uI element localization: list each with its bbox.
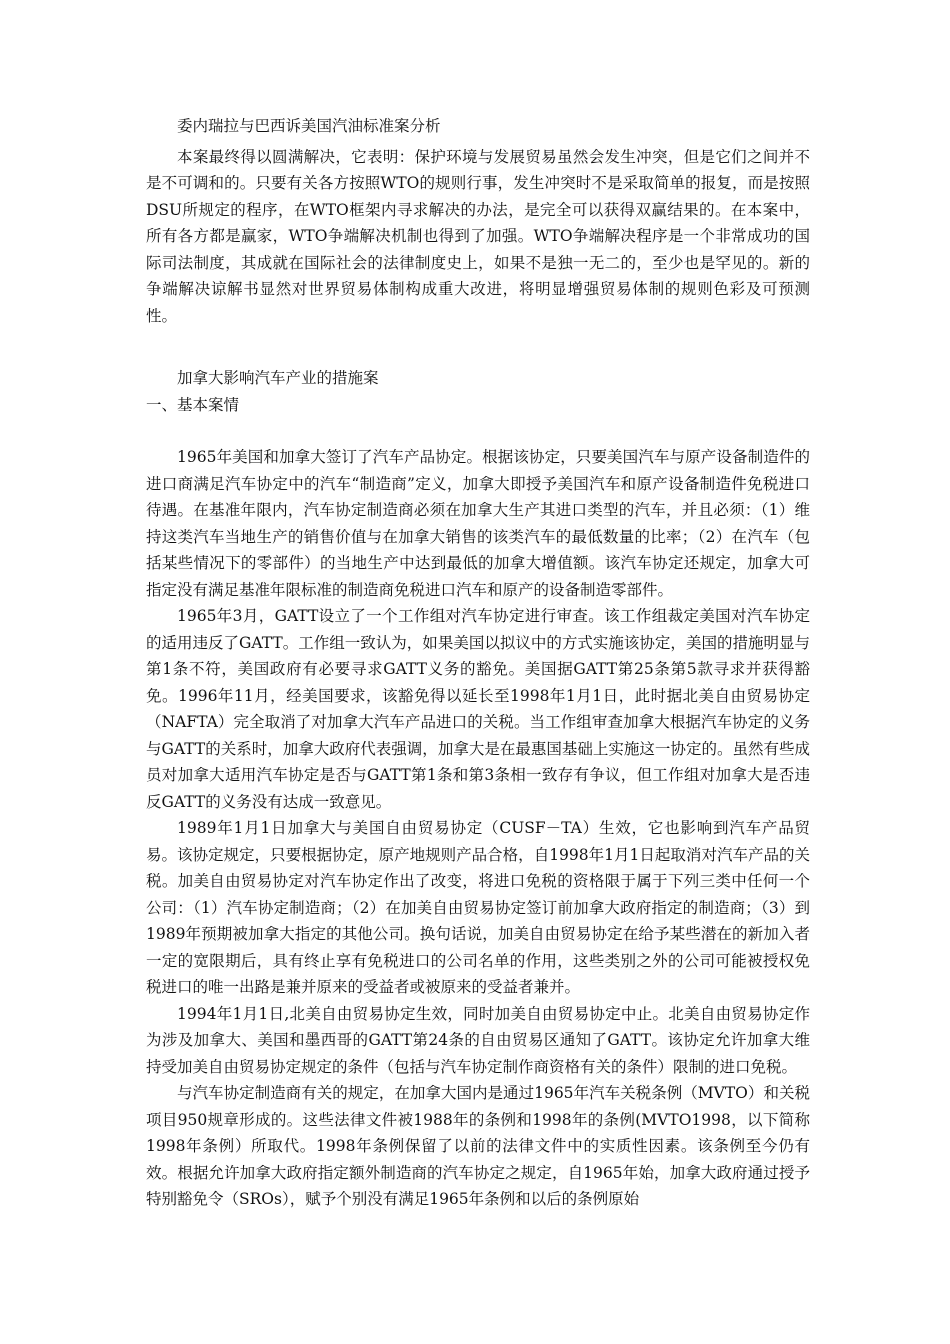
body-paragraph: 与汽车协定制造商有关的规定，在加拿大国内是通过1965年汽车关税条例（MVTO）和关税项目950规章形成的。这些法律文件被1988年的条例和1998年的条例(MVTO1998，以下简称1998年条例）所取代。1998年条例保留了以前的法律文件中的实质性因素。该条例至今仍有效。根据允许加拿大政府指定额外制造商的汽车协定之规定，自1965年始，加拿大政府通过授予特别豁免令（SROs），赋予个别没有满足1965年条例和以后的条例原始	[146, 1084, 810, 1208]
body-paragraph: 1965年3月，GATT设立了一个工作组对汽车协定进行审查。该工作组裁定美国对汽车协定的适用违反了GATT。工作组一致认为，如果美国以拟议中的方式实施该协定，美国的措施明显与第1条不符，美国政府有必要寻求GATT义务的豁免。美国据GATT第25条第5款寻求并获得豁免。1996年11月，经美国要求，该豁免得以延长至1998年1月1日，此时据北美自由贸易协定（NAFTA）完全取消了对加拿大汽车产品进口的关税。当工作组审查加拿大根据汽车协定的义务与GATT的关系时，加拿大政府代表强调，加拿大是在最惠国基础上实施这一协定的。虽然有些成员对加拿大适用汽车协定是否与GATT第1条和第3条相一致存有争议，但工作组对加拿大是否违反GATT的义务没有达成一致意见。	[146, 607, 810, 811]
body-paragraph: 1989年1月1日加拿大与美国自由贸易协定（CUSF－TA）生效，它也影响到汽车产品贸易。该协定规定，只要根据协定，原产地规则产品合格，自1998年1月1日起取消对汽车产品的关税。加美自由贸易协定对汽车协定作出了改变，将进口免税的资格限于属于下列三类中任何一个公司：（1）汽车协定制造商；（2）在加美自由贸易协定签订前加拿大政府指定的制造商；（3）到1989年预期被加拿大指定的其他公司。换句话说，加美自由贸易协定在给予某些潜在的新加入者一定的宽限期后，具有终止享有免税进口的公司名单的作用，这些类别之外的公司可能被授权免税进口的唯一出路是兼并原来的受益者或被原来的受益者兼并。	[146, 819, 810, 996]
body-paragraph: 1965年美国和加拿大签订了汽车产品协定。根据该协定，只要美国汽车与原产设备制造件的进口商满足汽车协定中的汽车“制造商”定义，加拿大即授予美国汽车和原产设备制造件免税进口待遇。在基准年限内，汽车协定制造商必须在加拿大生产其进口类型的汽车，并且必须：（1）维持这类汽车当地生产的销售价值与在加拿大销售的该类汽车的最低数量的比率；（2）在汽车（包括某些情况下的零部件）的当地生产中达到最低的加拿大增值额。该汽车协定还规定，加拿大可指定没有满足基准年限标准的制造商免税进口汽车和原产的设备制造零部件。	[146, 448, 810, 599]
body-paragraph: 1994年1月1日,北美自由贸易协定生效，同时加美自由贸易协定中止。北美自由贸易协定作为涉及加拿大、美国和墨西哥的GATT第24条的自由贸易区通知了GATT。该协定允许加拿大维持受加美自由贸易协定规定的条件（包括与汽车协定制作商资格有关的条件）限制的进口免税。	[146, 1004, 810, 1076]
section1-paragraph: 本案最终得以圆满解决，它表明：保护环境与发展贸易虽然会发生冲突，但是它们之间并不是不可调和的。只要有关各方按照WTO的规则行事，发生冲突时不是采取简单的报复，而是按照DSU所规定的程序，在WTO框架内寻求解决的办法，是完全可以获得双赢结果的。在本案中，所有各方都是赢家，WTO争端解决机制也得到了加强。WTO争端解决程序是一个非常成功的国际司法制度，其成就在国际社会的法律制度史上，如果不是独一无二的，至少也是罕见的。新的争端解决谅解书显然对世界贸易体制构成重大改进，将明显增强贸易体制的规则色彩及可预测性。	[146, 147, 810, 325]
section2-subtitle: 一、基本案情	[146, 395, 240, 414]
section1-title: 委内瑞拉与巴西诉美国汽油标准案分析	[177, 117, 441, 135]
section2-title: 加拿大影响汽车产业的措施案	[177, 369, 379, 387]
